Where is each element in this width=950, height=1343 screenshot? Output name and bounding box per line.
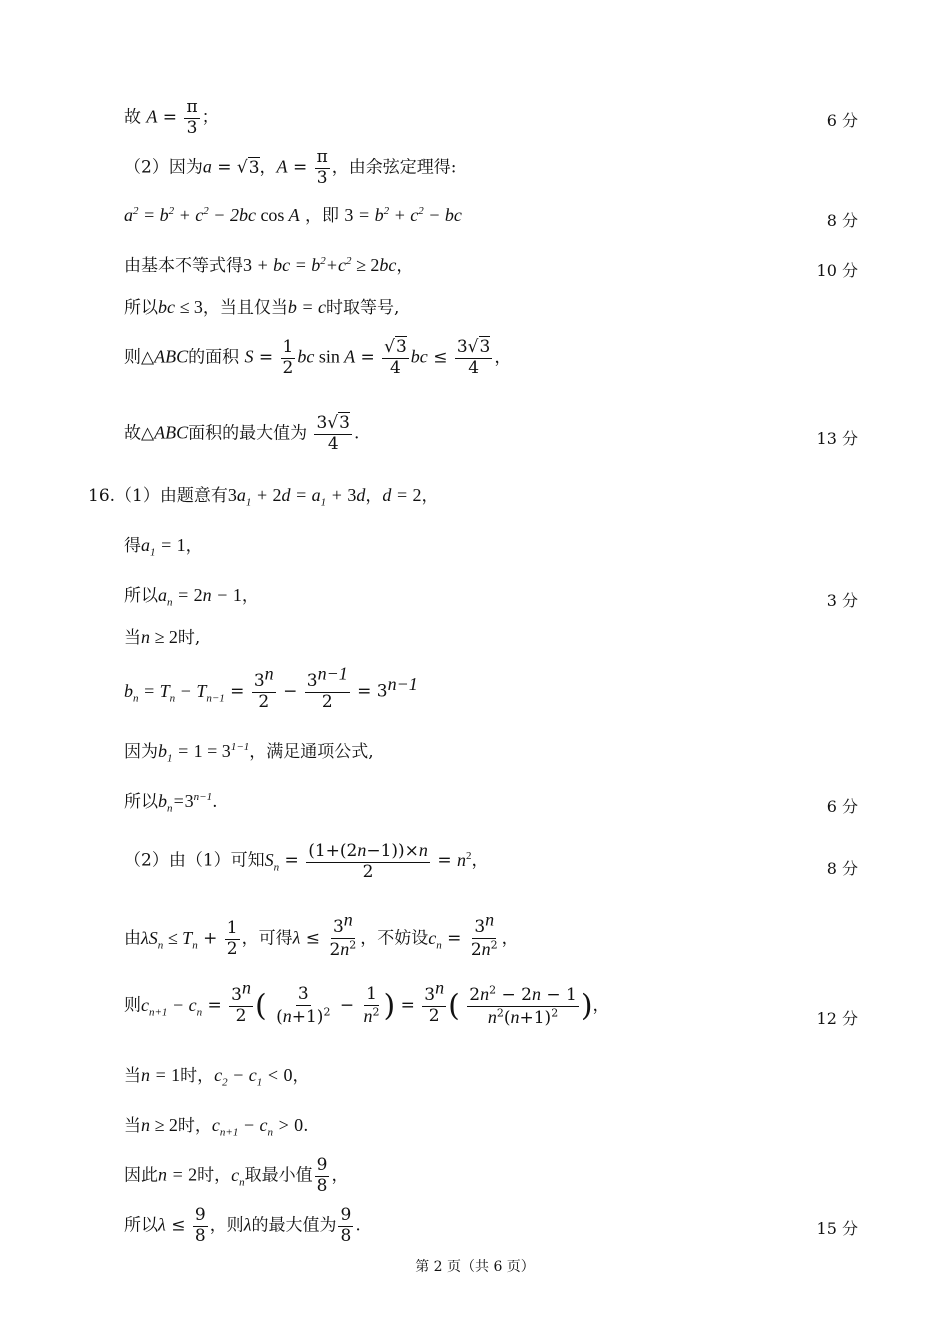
line-area: 则△ABC的面积 S = $\frac{1}{2}$ bc sin A = $\frac{√3}{4}$ bc ≤ $\frac{3√3}{4}$ ， [124,337,512,378]
line-bn-formula: $b_n = T_n - T_{n-1}$ = $\frac{3^n}{2}$ − $\frac{3^{n-1}}{2}$ = $3^{n-1}$ [124,663,418,712]
line-an: 所以$a_n = 2n - 1$， [124,585,259,609]
line-inequality: 由基本不等式得3 + bc = $b^2+c^2 \ge 2bc$， [124,255,414,276]
score-label: 8 分 [826,859,858,878]
line-b1-check: 因为$b_1 = 1 = 3^{1-1}$，满足通项公式, [124,741,374,765]
line-n-ge-2: 当n ≥ 2时, [124,627,201,648]
question-16: 16.（1）由题意有$3a_1 + 2d = a_1 + 3d$，d = 2， [88,485,439,509]
fraction: $\frac{\pi}{3}$ [186,97,198,138]
line-max-area: 故△ABC面积的最大值为 $\frac{3√3}{4}$ . [124,413,360,454]
line-conclusion-a: 故 A = $\frac{\pi}{3}$ ； [124,97,219,138]
score-label: 3 分 [826,591,858,610]
line-bn-result: 所以$b_n=3^{n-1}$. [124,791,218,815]
score-label: 8 分 [826,211,858,230]
line-sn: （2）由（1）可知$S_n$ = $\frac{(1+(2n-1))\times n}{2}$ = $n^2$， [124,840,489,882]
score-label: 12 分 [816,1009,858,1028]
line-cosine-law: $a^2 = b^2 + c^2 - 2bc$ cos A ，即 $3 = b^2 + c^2$ − bc [124,205,462,226]
score-label: 6 分 [826,797,858,816]
score-label: 13 分 [816,429,858,448]
line-case-n2: 当n ≥ 2时，$c_{n+1} - c_n > 0$. [124,1115,309,1139]
line-min-value: 因此n = 2时，$c_n$取最小值 $\frac{9}{8}$ ， [124,1155,349,1196]
line-cn-diff: 则$c_{n+1} - c_n$ = $\frac{3^n}{2}$ ( $\frac{3}{(n+1)^2}$ − $\frac{1}{n^2}$ ) = $\frac{3^n}{2}$ ( $\frac{2n^2 - 2n - 1}{n^2(n+1)^2}$ )， [124,977,610,1028]
line-bc-bound: 所以bc ≤ 3，当且仅当b = c时取等号, [124,297,400,318]
page-footer: 第 2 页（共 6 页） [415,1259,535,1275]
line-case-n1: 当n = 1时，$c_2 - c_1 < 0$， [124,1065,310,1089]
line-given: （2）因为a = √3，A = $\frac{\pi}{3}$ ，由余弦定理得: [124,147,457,188]
score-label: 6 分 [826,111,858,130]
line-a1: 得$a_1 = 1$， [124,535,203,559]
line-lambda-bound: 由$\lambda S_n \le T_n$ + $\frac{1}{2}$ ，可得λ ≤ $\frac{3^n}{2n^2}$ ，不妨设$c_n$ = $\frac{3^n}{2n^2}$ ， [124,909,519,960]
line-lambda-max: 所以λ ≤ $\frac{9}{8}$ ，则λ的最大值为 $\frac{9}{8}$ . [124,1205,361,1246]
score-label: 10 分 [816,261,858,280]
score-label: 15 分 [816,1219,858,1238]
